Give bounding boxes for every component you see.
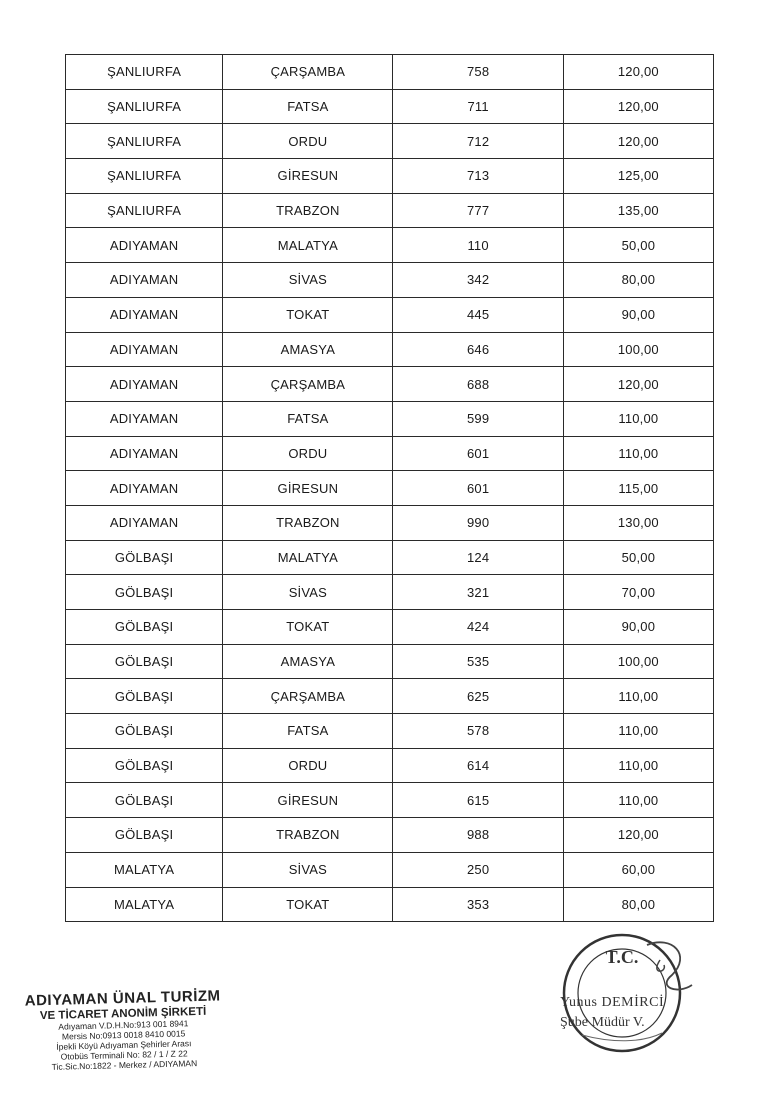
signature-block <box>560 995 730 1031</box>
price-cell: 110,00 <box>563 401 713 436</box>
distance-cell: 688 <box>393 367 563 402</box>
distance-cell: 535 <box>393 644 563 679</box>
origin-cell: ŞANLIURFA <box>66 193 223 228</box>
table-row <box>66 263 714 298</box>
origin-cell: GÖLBAŞI <box>66 783 223 818</box>
destination-cell: ÇARŞAMBA <box>223 367 393 402</box>
origin-cell: ADIYAMAN <box>66 436 223 471</box>
price-cell: 120,00 <box>563 55 713 90</box>
table-row <box>66 679 714 714</box>
distance-cell: 625 <box>393 679 563 714</box>
origin-cell: ŞANLIURFA <box>66 55 223 90</box>
seal-emblem-text: T.C. <box>605 947 639 967</box>
price-cell: 80,00 <box>563 263 713 298</box>
distance-cell: 250 <box>393 852 563 887</box>
distance-cell: 599 <box>393 401 563 436</box>
origin-cell: MALATYA <box>66 852 223 887</box>
price-cell: 135,00 <box>563 193 713 228</box>
signatory-name: Yunus DEMİRCİ <box>560 995 665 1010</box>
terminal-address: Otobüs Terminali No: 82 / 1 / Z 22 <box>60 1048 188 1062</box>
destination-cell: SİVAS <box>223 852 393 887</box>
table-row <box>66 124 714 159</box>
price-cell: 110,00 <box>563 436 713 471</box>
table-row <box>66 852 714 887</box>
destination-cell: ORDU <box>223 436 393 471</box>
price-cell: 50,00 <box>563 540 713 575</box>
distance-cell: 321 <box>393 575 563 610</box>
origin-cell: GÖLBAŞI <box>66 540 223 575</box>
price-cell: 130,00 <box>563 505 713 540</box>
origin-cell: GÖLBAŞI <box>66 644 223 679</box>
destination-cell: FATSA <box>223 89 393 124</box>
price-cell: 115,00 <box>563 471 713 506</box>
origin-cell: GÖLBAŞI <box>66 818 223 853</box>
price-cell: 110,00 <box>563 748 713 783</box>
destination-cell: SİVAS <box>223 575 393 610</box>
price-cell: 120,00 <box>563 124 713 159</box>
price-cell: 110,00 <box>563 714 713 749</box>
destination-cell: TOKAT <box>223 297 393 332</box>
tax-number: Adıyaman V.D.H.No:913 001 8941 <box>58 1018 189 1032</box>
table-row <box>66 748 714 783</box>
signatory-title: Şube Müdür V. <box>560 1015 645 1030</box>
company-address: İpekli Köyü Adıyaman Şehirler Arası <box>56 1038 192 1052</box>
table-row <box>66 471 714 506</box>
distance-cell: 578 <box>393 714 563 749</box>
table-row <box>66 610 714 645</box>
table-row <box>66 714 714 749</box>
company-name: ADIYAMAN ÜNAL TURİZM <box>24 987 221 1010</box>
destination-cell: FATSA <box>223 714 393 749</box>
price-cell: 120,00 <box>563 818 713 853</box>
table-row <box>66 436 714 471</box>
destination-cell: GİRESUN <box>223 159 393 194</box>
price-cell: 80,00 <box>563 887 713 922</box>
origin-cell: MALATYA <box>66 887 223 922</box>
distance-cell: 758 <box>393 55 563 90</box>
distance-cell: 445 <box>393 297 563 332</box>
distance-cell: 777 <box>393 193 563 228</box>
distance-cell: 615 <box>393 783 563 818</box>
table-row <box>66 644 714 679</box>
price-cell: 60,00 <box>563 852 713 887</box>
table-row <box>66 818 714 853</box>
destination-cell: TOKAT <box>223 610 393 645</box>
origin-cell: ŞANLIURFA <box>66 89 223 124</box>
distance-cell: 353 <box>393 887 563 922</box>
price-cell: 100,00 <box>563 332 713 367</box>
mersis-number: Mersis No:0913 0018 8410 0015 <box>61 1028 186 1042</box>
destination-cell: FATSA <box>223 401 393 436</box>
destination-cell: TRABZON <box>223 193 393 228</box>
table-row <box>66 401 714 436</box>
distance-cell: 601 <box>393 436 563 471</box>
price-cell: 70,00 <box>563 575 713 610</box>
distance-cell: 712 <box>393 124 563 159</box>
origin-cell: GÖLBAŞI <box>66 714 223 749</box>
distance-cell: 124 <box>393 540 563 575</box>
destination-cell: AMASYA <box>223 644 393 679</box>
price-cell: 120,00 <box>563 367 713 402</box>
origin-cell: ŞANLIURFA <box>66 124 223 159</box>
destination-cell: ÇARŞAMBA <box>223 679 393 714</box>
table-row <box>66 297 714 332</box>
fare-table-body <box>66 55 714 922</box>
distance-cell: 601 <box>393 471 563 506</box>
destination-cell: ORDU <box>223 124 393 159</box>
destination-cell: TOKAT <box>223 887 393 922</box>
table-row <box>66 228 714 263</box>
destination-cell: SİVAS <box>223 263 393 298</box>
origin-cell: ADIYAMAN <box>66 505 223 540</box>
table-row <box>66 783 714 818</box>
table-row <box>66 505 714 540</box>
origin-cell: ADIYAMAN <box>66 228 223 263</box>
destination-cell: GİRESUN <box>223 783 393 818</box>
distance-cell: 342 <box>393 263 563 298</box>
price-cell: 90,00 <box>563 297 713 332</box>
distance-cell: 646 <box>393 332 563 367</box>
origin-cell: ADIYAMAN <box>66 297 223 332</box>
table-row <box>66 89 714 124</box>
origin-cell: ADIYAMAN <box>66 332 223 367</box>
company-stamp <box>5 987 242 1073</box>
table-row <box>66 159 714 194</box>
distance-cell: 990 <box>393 505 563 540</box>
origin-cell: GÖLBAŞI <box>66 748 223 783</box>
price-cell: 110,00 <box>563 679 713 714</box>
table-row <box>66 193 714 228</box>
origin-cell: ADIYAMAN <box>66 401 223 436</box>
destination-cell: ÇARŞAMBA <box>223 55 393 90</box>
price-cell: 125,00 <box>563 159 713 194</box>
destination-cell: MALATYA <box>223 540 393 575</box>
trade-registry: Tic.Sic.No:1822 - Merkez / ADIYAMAN <box>51 1058 198 1072</box>
distance-cell: 713 <box>393 159 563 194</box>
table-row <box>66 332 714 367</box>
destination-cell: GİRESUN <box>223 471 393 506</box>
price-cell: 100,00 <box>563 644 713 679</box>
origin-cell: GÖLBAŞI <box>66 610 223 645</box>
destination-cell: ORDU <box>223 748 393 783</box>
distance-cell: 988 <box>393 818 563 853</box>
table-row <box>66 55 714 90</box>
price-cell: 110,00 <box>563 783 713 818</box>
distance-cell: 424 <box>393 610 563 645</box>
destination-cell: TRABZON <box>223 818 393 853</box>
origin-cell: ADIYAMAN <box>66 367 223 402</box>
distance-cell: 614 <box>393 748 563 783</box>
origin-cell: ŞANLIURFA <box>66 159 223 194</box>
origin-cell: ADIYAMAN <box>66 471 223 506</box>
origin-cell: GÖLBAŞI <box>66 679 223 714</box>
fare-table <box>65 54 714 922</box>
origin-cell: GÖLBAŞI <box>66 575 223 610</box>
price-cell: 120,00 <box>563 89 713 124</box>
destination-cell: MALATYA <box>223 228 393 263</box>
price-cell: 50,00 <box>563 228 713 263</box>
table-row <box>66 575 714 610</box>
table-row <box>66 887 714 922</box>
destination-cell: TRABZON <box>223 505 393 540</box>
distance-cell: 110 <box>393 228 563 263</box>
destination-cell: AMASYA <box>223 332 393 367</box>
company-type: VE TİCARET ANONİM ŞİRKETİ <box>39 1005 207 1023</box>
table-row <box>66 367 714 402</box>
table-row <box>66 540 714 575</box>
distance-cell: 711 <box>393 89 563 124</box>
origin-cell: ADIYAMAN <box>66 263 223 298</box>
price-cell: 90,00 <box>563 610 713 645</box>
